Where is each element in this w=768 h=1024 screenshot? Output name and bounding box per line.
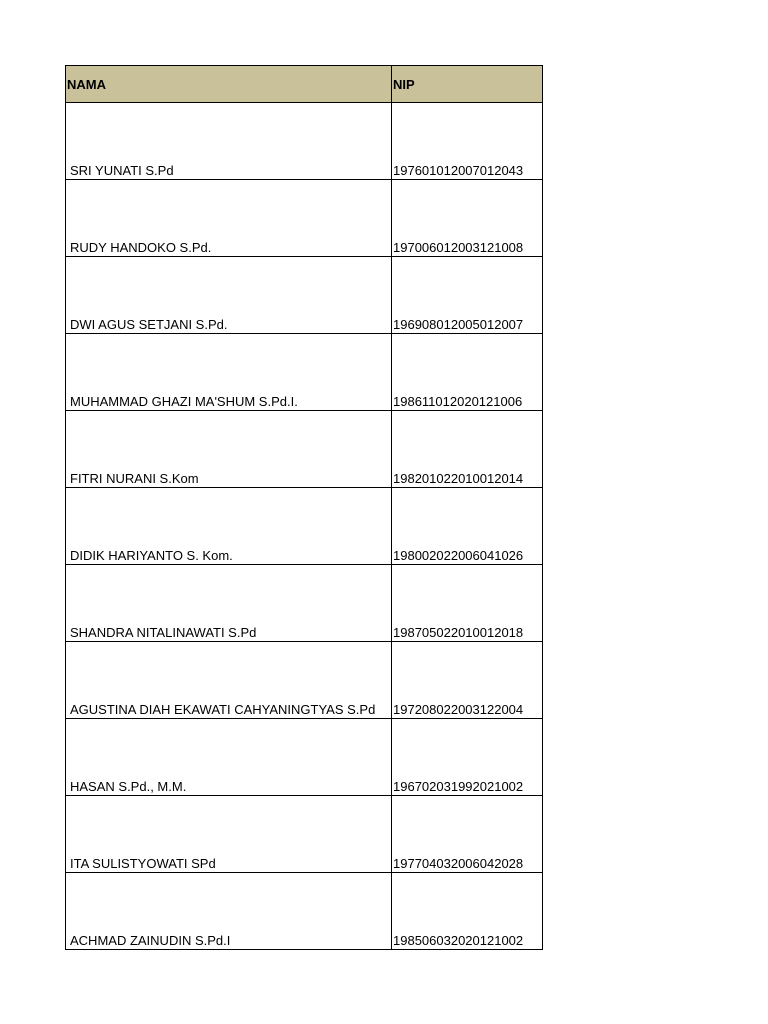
table-row [66, 103, 543, 180]
nip-cell: 196908012005012007 [392, 257, 543, 334]
nip-cell: 197006012003121008 [392, 180, 543, 257]
nama-cell: ITA SULISTYOWATI SPd [66, 796, 392, 873]
table-row [66, 565, 543, 642]
nip-cell: 198002022006041026 [392, 488, 543, 565]
nip-cell: 198201022010012014 [392, 411, 543, 488]
table-row [66, 411, 543, 488]
spreadsheet-page [65, 65, 542, 950]
table-row [66, 796, 543, 873]
employee-table [65, 65, 543, 950]
table-header-row [66, 66, 543, 103]
table-body [66, 103, 543, 950]
nip-cell: 198611012020121006 [392, 334, 543, 411]
nama-cell: MUHAMMAD GHAZI MA'SHUM S.Pd.I. [66, 334, 392, 411]
nip-cell: 197704032006042028 [392, 796, 543, 873]
column-header-nip: NIP [392, 66, 543, 103]
nip-cell: 197208022003122004 [392, 642, 543, 719]
nip-cell: 198705022010012018 [392, 565, 543, 642]
nama-cell: DWI AGUS SETJANI S.Pd. [66, 257, 392, 334]
table-row [66, 719, 543, 796]
table-row [66, 180, 543, 257]
table-row [66, 488, 543, 565]
nama-cell: HASAN S.Pd., M.M. [66, 719, 392, 796]
nama-cell: SRI YUNATI S.Pd [66, 103, 392, 180]
table-row [66, 642, 543, 719]
nip-cell: 196702031992021002 [392, 719, 543, 796]
nama-cell: RUDY HANDOKO S.Pd. [66, 180, 392, 257]
nama-cell: ACHMAD ZAINUDIN S.Pd.I [66, 873, 392, 950]
nama-cell: FITRI NURANI S.Kom [66, 411, 392, 488]
table-row [66, 873, 543, 950]
table-row [66, 257, 543, 334]
table-row [66, 334, 543, 411]
nama-cell: SHANDRA NITALINAWATI S.Pd [66, 565, 392, 642]
nip-cell: 197601012007012043 [392, 103, 543, 180]
nip-cell: 198506032020121002 [392, 873, 543, 950]
nama-cell: AGUSTINA DIAH EKAWATI CAHYANINGTYAS S.Pd [66, 642, 392, 719]
column-header-nama: NAMA [66, 66, 392, 103]
nama-cell: DIDIK HARIYANTO S. Kom. [66, 488, 392, 565]
